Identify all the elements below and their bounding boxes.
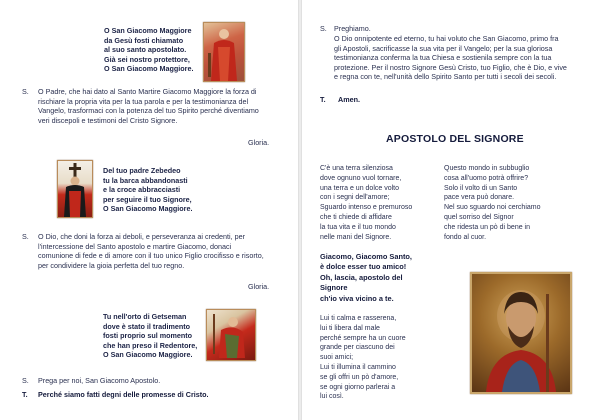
poem-line: quel sorriso del Signor — [444, 213, 514, 221]
gloria-1: Gloria. — [248, 138, 270, 147]
chorus-line: Oh, lascia, apostolo del — [320, 272, 403, 282]
prayer-line: e regna con te, nell'unità dello Spirito Santo per tutti i secoli dei secoli. — [334, 72, 557, 82]
stanza-line: O San Giacomo Maggiore. — [103, 350, 193, 360]
chorus-line: ch'io viva vicino a te. — [320, 293, 394, 303]
stanza-line: O San Giacomo Maggiore. — [104, 64, 194, 74]
saint-portrait — [470, 272, 572, 394]
prayer-2-text — [38, 232, 276, 270]
saint-figure-icon — [204, 23, 244, 81]
amen-label: T. — [320, 95, 326, 104]
poem-verse-2 — [320, 314, 448, 402]
left-page — [0, 0, 298, 420]
stanza-line: O San Giacomo Maggiore. — [103, 204, 193, 214]
poem-line: Solo il volto di un Santo — [444, 184, 518, 192]
poem-line: cosa all'uomo potrà offrire? — [444, 174, 529, 182]
prayer-line: O Dio, che doni la forza ai deboli, e perseveranza ai credenti, per — [38, 232, 245, 241]
poem-verse-1 — [320, 164, 448, 242]
poem-line: se ogni giorno parlerai a — [320, 383, 396, 391]
poem-line: fondo al cuor. — [444, 233, 487, 241]
poem-line: che ridesta un pò di bene in — [444, 223, 531, 231]
poem-line: lui così. — [320, 393, 344, 401]
closing-t-label: T. — [22, 390, 28, 399]
poem-line: con i segni dell'amore; — [320, 194, 390, 202]
prayer-1-label: S. — [22, 87, 29, 96]
saint-image-1 — [203, 22, 245, 82]
poem-line: dove ognuno vuol tornare, — [320, 174, 402, 182]
prayer-line: veri discepoli e testimoni del Cristo Signore. — [38, 115, 178, 125]
poem-line: Sguardo intenso e premuroso — [320, 204, 413, 212]
closing-s-text: Prega per noi, San Giacomo Apostolo. — [38, 376, 161, 385]
right-page — [302, 0, 600, 420]
prayer-line: l'intercessione del Santo apostolo e martire Giacomo, donaci — [38, 241, 232, 251]
stanza-1 — [104, 26, 214, 74]
stanza-line: Già sei nostro protettore, — [104, 54, 190, 64]
final-prayer-label: S. — [320, 24, 327, 33]
saint-face-icon — [472, 274, 570, 392]
poem-line: Nel suo sguardo noi cerchiamo — [444, 204, 541, 212]
poem-verse-3 — [444, 164, 594, 242]
stanza-line: O San Giacomo Maggiore — [104, 26, 192, 35]
poem-line: grande per ciascuno dei — [320, 344, 395, 352]
poem-line: suoi amici; — [320, 354, 354, 362]
closing-s-label: S. — [22, 376, 29, 385]
saint-image-2 — [57, 160, 93, 218]
stanza-line: Del tuo padre Zebedeo — [103, 166, 181, 175]
poem-line: Lui ti calma e rasserena, — [320, 315, 397, 322]
saint-image-3 — [206, 309, 256, 361]
chorus-line: è dolce esser tuo amico! — [320, 262, 407, 272]
poem-line: una terra e un dolce volto — [320, 184, 399, 192]
prayer-line: rischiare la propria vita per la tua parola e per la testimonianza del — [38, 96, 249, 106]
prayer-line: per condividere la gioia perfetta del tuo regno. — [38, 260, 185, 270]
prayer-1-text — [38, 87, 276, 125]
prayer-line: O Padre, che hai dato al Santo Martire Giacomo Maggiore la forza di — [38, 87, 257, 96]
stanza-line: che han preso il Redentore, — [103, 340, 198, 350]
gloria-2: Gloria. — [248, 282, 270, 291]
poem-line: nelle mani del Signore. — [320, 233, 392, 241]
prayer-line: testimonianza conferma la tua Chiesa e sostienila sempre con la tua — [334, 53, 552, 63]
stanza-line: fosti proprio sul momento — [103, 331, 193, 341]
chorus-line: Giacomo, Giacomo Santo, — [320, 252, 412, 261]
poem-line: la tua vita e il tuo mondo — [320, 223, 396, 231]
poem-line: lui ti libera dal male — [320, 324, 380, 332]
stanza-line: al suo santo apostolato. — [104, 45, 187, 55]
prayer-line: comunione di fede e di amore con il tuo unico Figlio crocifisso e risorto, — [38, 251, 264, 261]
closing-t-text: Perché siamo fatti degni delle promesse di Cristo. — [38, 390, 209, 399]
stanza-line: tu la barca abbandonasti — [103, 175, 188, 185]
prayer-line: protezione. Per il nostro Signore Gesù Cristo, tuo Figlio, che è Dio, e vive — [334, 62, 567, 72]
stanza-line: e la croce abbracciasti — [103, 185, 181, 195]
amen-text: Amen. — [338, 95, 360, 104]
stanza-line: dove è stato il tradimento — [103, 321, 191, 331]
stanza-line: per seguire il tuo Signore, — [103, 194, 192, 204]
saint-kneeling-icon — [207, 310, 255, 360]
poem-chorus — [320, 252, 448, 304]
final-prayer-intro: Preghiamo. — [334, 24, 371, 33]
poem-line: pace vera può donare. — [444, 194, 515, 202]
prayer-line: Vangelo, trasformaci con la potenza del tuo Spirito perché diventiamo — [38, 106, 259, 116]
stanza-3 — [103, 312, 213, 360]
prayer-line: O Dio onnipotente ed eterno, tu hai voluto che San Giacomo, primo fra — [334, 34, 559, 43]
chorus-line: Signore — [320, 283, 348, 293]
poem-line: Lui ti illumina il cammino — [320, 363, 396, 371]
poem-line: perché sempre ha un cuore — [320, 334, 406, 342]
prayer-2-label: S. — [22, 232, 29, 241]
poem-line: che ti chiede di affidare — [320, 213, 392, 221]
stanza-line: Tu nell'orto di Getseman — [103, 312, 187, 321]
saint-statue-icon — [58, 161, 92, 217]
stanza-2 — [103, 166, 213, 214]
prayer-line: gli Apostoli, sacrificasse la sua vita per il Vangelo; per la sua gloriosa — [334, 43, 553, 53]
poem-line: C'è una terra silenziosa — [320, 165, 393, 172]
hymn-title: APOSTOLO DEL SIGNORE — [386, 133, 524, 145]
stanza-line: da Gesù fosti chiamato — [104, 35, 184, 45]
poem-line: Questo mondo in subbuglio — [444, 165, 530, 172]
final-prayer-text — [334, 34, 596, 82]
poem-line: se gli offri un pò d'amore, — [320, 373, 399, 381]
